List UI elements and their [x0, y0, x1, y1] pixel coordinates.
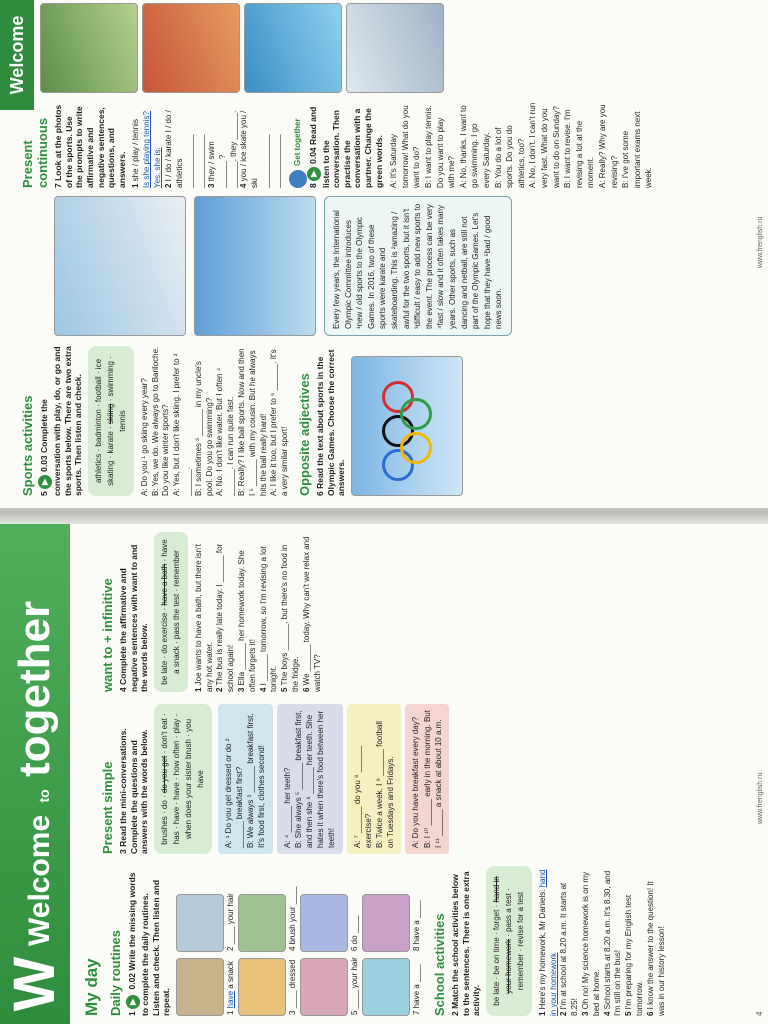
swimming-photo [244, 3, 342, 93]
left-site: www.frenglish.ru [757, 772, 764, 824]
routine-pictures [176, 866, 421, 1016]
ex1-text: Write the missing words to complete the daily routines. Listen and check. Then listen and repeat. [127, 872, 172, 1016]
welcome-header [0, 516, 70, 1024]
ex2-items [538, 866, 668, 1016]
ex4-item-4: 4 I ______ tomorrow, so I'm revising a lot tonight. [258, 546, 279, 692]
ex2-instruction: 2 Match the school activities below to the sentences. There is one extra activity. [449, 871, 482, 1016]
routine-picture-7 [362, 958, 421, 1016]
ex7-item-2: 2 I / do / karate I / do / athletics ____________ ____________ [163, 110, 206, 188]
ex4-item-6: 6 We ______ today. Why can't we relax and watch TV? [301, 536, 322, 692]
olympic-article: Every few years, the International Olympic Committee introduces ¹new / old sports to the Olympic Games. In 2016, two of these sports were karate and skateboarding. This is ²amazing / awful for the two sports, but it isn't ³difficult / easy to add new sports to the event. The process can be very ⁴fast / slow and it often takes many years. Other sports, such as dancing and netball, are still not part of the Olympic Games. Let's hope that they have ⁵bad / good news soon. [324, 196, 512, 336]
routine-caption-4: 4 brush your ____ [287, 886, 297, 951]
want-to-title: want to + infinitive [100, 578, 115, 692]
routine-caption-8: 8 have a ____ [411, 900, 421, 951]
get-together-logo: Get together [289, 102, 307, 188]
dialogue-line-8: B: I've got some important exams next week. [621, 111, 654, 188]
ex7-instruction: 7 Look at the photos of the sports. Use the prompts to write affirmative and negative sentences, questions, and answers. [53, 104, 127, 188]
ex2-wordbox: be late · be on time · forget · hand in your homework · pass a test · remember · revise for a test [486, 866, 532, 1016]
routine-picture-1 [176, 958, 235, 1016]
ex3-instruction: 3 Read the mini-conversations. Complete the questions and answers with the words below. [118, 728, 150, 854]
routine-picture-2 [176, 893, 235, 952]
ex5-instruction: 5 ▶0.03 Complete the conversation with play, do, or go and the sports below. There are two extra sports. Then listen and check. [39, 346, 84, 496]
dialogue-line-4: B: You do a lot of sports. Do you do athletics, too? [493, 125, 526, 188]
ex4-instruction: 4 Complete the affirmative and negative sentences with want to and the words below. [118, 544, 150, 692]
routine-picture-4 [238, 886, 297, 952]
convo-1: A: ¹ Do you get dressed or do ² ______ breakfast first? B: We always ³ ______ breakfast first. It's food first, clothes second! [218, 704, 273, 854]
together-word: together [10, 600, 59, 777]
ex1-instruction [126, 866, 172, 1016]
routine-picture-8 [362, 894, 421, 952]
opposite-adjectives-title: Opposite adjectives [297, 373, 313, 496]
convo-3: A: ⁷ ______ do you ⁸ ______ exercise? B: Twice a week. I ⁹ ______ football on Tuesdays and Fridays. [347, 704, 402, 854]
w-logo: W [2, 956, 67, 1012]
ex4-item-1: 1 Joe wants to have a bath, but there isn't any hot water. [193, 544, 214, 692]
sports-activities-title: Sports activities [20, 395, 35, 496]
dialogue-line-5: A: No, I don't. I can't run very fast. What do you want to do on Sunday? [528, 102, 561, 188]
routine-picture-5 [300, 957, 359, 1016]
dialogue-line-7: A: Really? Why are you revising? [597, 104, 619, 188]
right-col-3 [14, 102, 655, 188]
my-day-title: My day [82, 958, 101, 1016]
karate-photo [54, 196, 186, 336]
routine-picture-3 [238, 958, 297, 1016]
sports-photo-strip [0, 0, 768, 98]
routine-caption-7: 7 have a ____ [411, 964, 421, 1015]
routine-caption-6: 6 do ____ [349, 915, 359, 951]
dialogue-line-6: B: I want to revise. I'm revising a lot at the moment. [563, 109, 596, 188]
welcome-title [10, 601, 60, 946]
welcome-word: Welcome [23, 814, 56, 946]
routine-caption-1: 1 have a snack [225, 961, 235, 1015]
right-col-1 [14, 346, 463, 496]
ex7-item-4: 4 you / ice skate you / ski ____________ ____________ [239, 110, 281, 188]
left-col-1 [82, 866, 667, 1016]
convo-4: A: Do you have breakfast every day? B: I ¹⁰ ______ early in the morning. But I ¹¹ ______ a snack at about 10 a.m. [405, 704, 449, 854]
ex5-wordbox: athletics · badminton · football · ice skating · karate · skiing · swimming · tennis [88, 346, 134, 496]
left-page-number: 4 [755, 1011, 764, 1016]
ex2-item-4: 4 School starts at 8.20 a.m. It's 8.30, and I'm still on the bus! [602, 870, 623, 1016]
ex7-item-1: 1 she / play / tennis Is she playing tennis? Yes, she is. [131, 111, 162, 188]
ex2-item-2: 2 I'm at school at 8.20 a.m. It starts at 8.25! [559, 882, 580, 1016]
speech-bubble-icon [289, 170, 307, 188]
routine-caption-2: 2 ____ your hair [225, 893, 235, 951]
ex4-wordbox: be late · do exercise · have a bath · have a snack · pass the test · remember [154, 532, 188, 692]
school-activities-title: School activities [431, 913, 447, 1016]
left-col-3 [82, 532, 323, 692]
ex1-audio: 0.02 [127, 972, 137, 990]
right-page [0, 0, 768, 508]
welcome-tab: Welcome [0, 0, 34, 110]
ex4-item-2: 2 The bus is really late today. I ______ for school again! [215, 543, 236, 692]
ex4-items [194, 532, 324, 692]
audio-icon[interactable]: ▶ [307, 167, 321, 181]
ex5-conversation: A: Do you ¹ go skiing every year? B: Yes, we do. We always go to Bariloche. Do you like winter sports? A: Yes, but I don't like skiing. I prefer to ² ______. B: I sometimes ³ ______ in my uncle's pool. Do you go swimming? A: No. I don't like water. But I often ⁴ ______. I can run quite fast. B: Really? I like ball sports. Now and then I ⁵ ______ with my cousin. But he always hits the ball really hard! A: I like it too, but I prefer to ⁶ ______. It's a very similar sport! [139, 346, 290, 496]
ex2-item-1: 1 Here's my homework, Mr Daniels. hand in your homework [537, 869, 558, 1016]
present-simple-title: Present simple [100, 761, 115, 854]
ex4-item-5: 5 The boys ______, but there's no food in the fridge. [280, 544, 301, 692]
athletics-photo [142, 3, 240, 93]
ex2-item-3: 3 Oh no! My science homework is on my bed at home. [580, 871, 601, 1016]
ex7-item-3: 3 they / swim ______ ? ______, they ______. [206, 110, 238, 188]
ex2-item-6: 6 I know the answer to the question! It was in our history lesson! [645, 881, 666, 1016]
ex8-instruction: 8 ▶0.04 Read and listen to the conversation. Then practise the conversation with a partner. Change the green words. [307, 106, 384, 188]
skateboard-photo [194, 196, 316, 336]
ex3-wordbox: brushes · do · do you get · don't eat · has · have · have · how often · play · when does your sister brush · you have [154, 704, 212, 854]
ex1-number: 1 [127, 1011, 137, 1016]
to-word: to [36, 789, 52, 803]
convo-2: A: ⁴ ______ her teeth? B: She always ⁵ ______ breakfast first, and then she ⁶ ______ her teeth. She hates it when there's food between her teeth! [277, 704, 343, 854]
ex7-items [131, 102, 282, 188]
dialogue-line-3: A: No, thanks. I want to go swimming. I go every Saturday. [458, 105, 492, 188]
olympic-ring-yellow [400, 432, 432, 464]
right-col-2 [14, 196, 512, 336]
left-page [0, 516, 768, 1024]
left-col-2 [82, 704, 453, 854]
routine-caption-3: 3 ____ dressed [287, 959, 297, 1015]
ice-skating-photo [346, 3, 444, 93]
ex2-item-5: 5 I'm preparing for my English test tomorrow. [624, 894, 644, 1016]
routine-caption-5: 5 ____ your hair [349, 957, 359, 1015]
dialogue-line-2: B: I want to play tennis. Do you want to play with me? [424, 105, 457, 188]
get-together-box [289, 102, 655, 188]
olympic-rings-photo [351, 356, 463, 496]
right-site: www.frenglish.ru [757, 216, 764, 268]
audio-icon[interactable]: ▶ [38, 475, 52, 489]
present-continuous-title: Present continuous [20, 117, 50, 188]
ex6-instruction: 6 Read the text about sports in the Olympic Games. Choose the correct answers. [315, 349, 347, 496]
audio-icon[interactable]: ▶ [126, 995, 140, 1009]
daily-routines-title: Daily routines [108, 930, 123, 1016]
tennis-photo [40, 3, 138, 93]
olympic-ring-green [400, 398, 432, 430]
routine-picture-6 [300, 894, 359, 952]
dialogue-line-1: A: It's Saturday tomorrow! What do you want to do? [389, 105, 422, 188]
ex4-item-3: 3 Ella ______ her homework today. She often forgets it! [237, 550, 257, 692]
